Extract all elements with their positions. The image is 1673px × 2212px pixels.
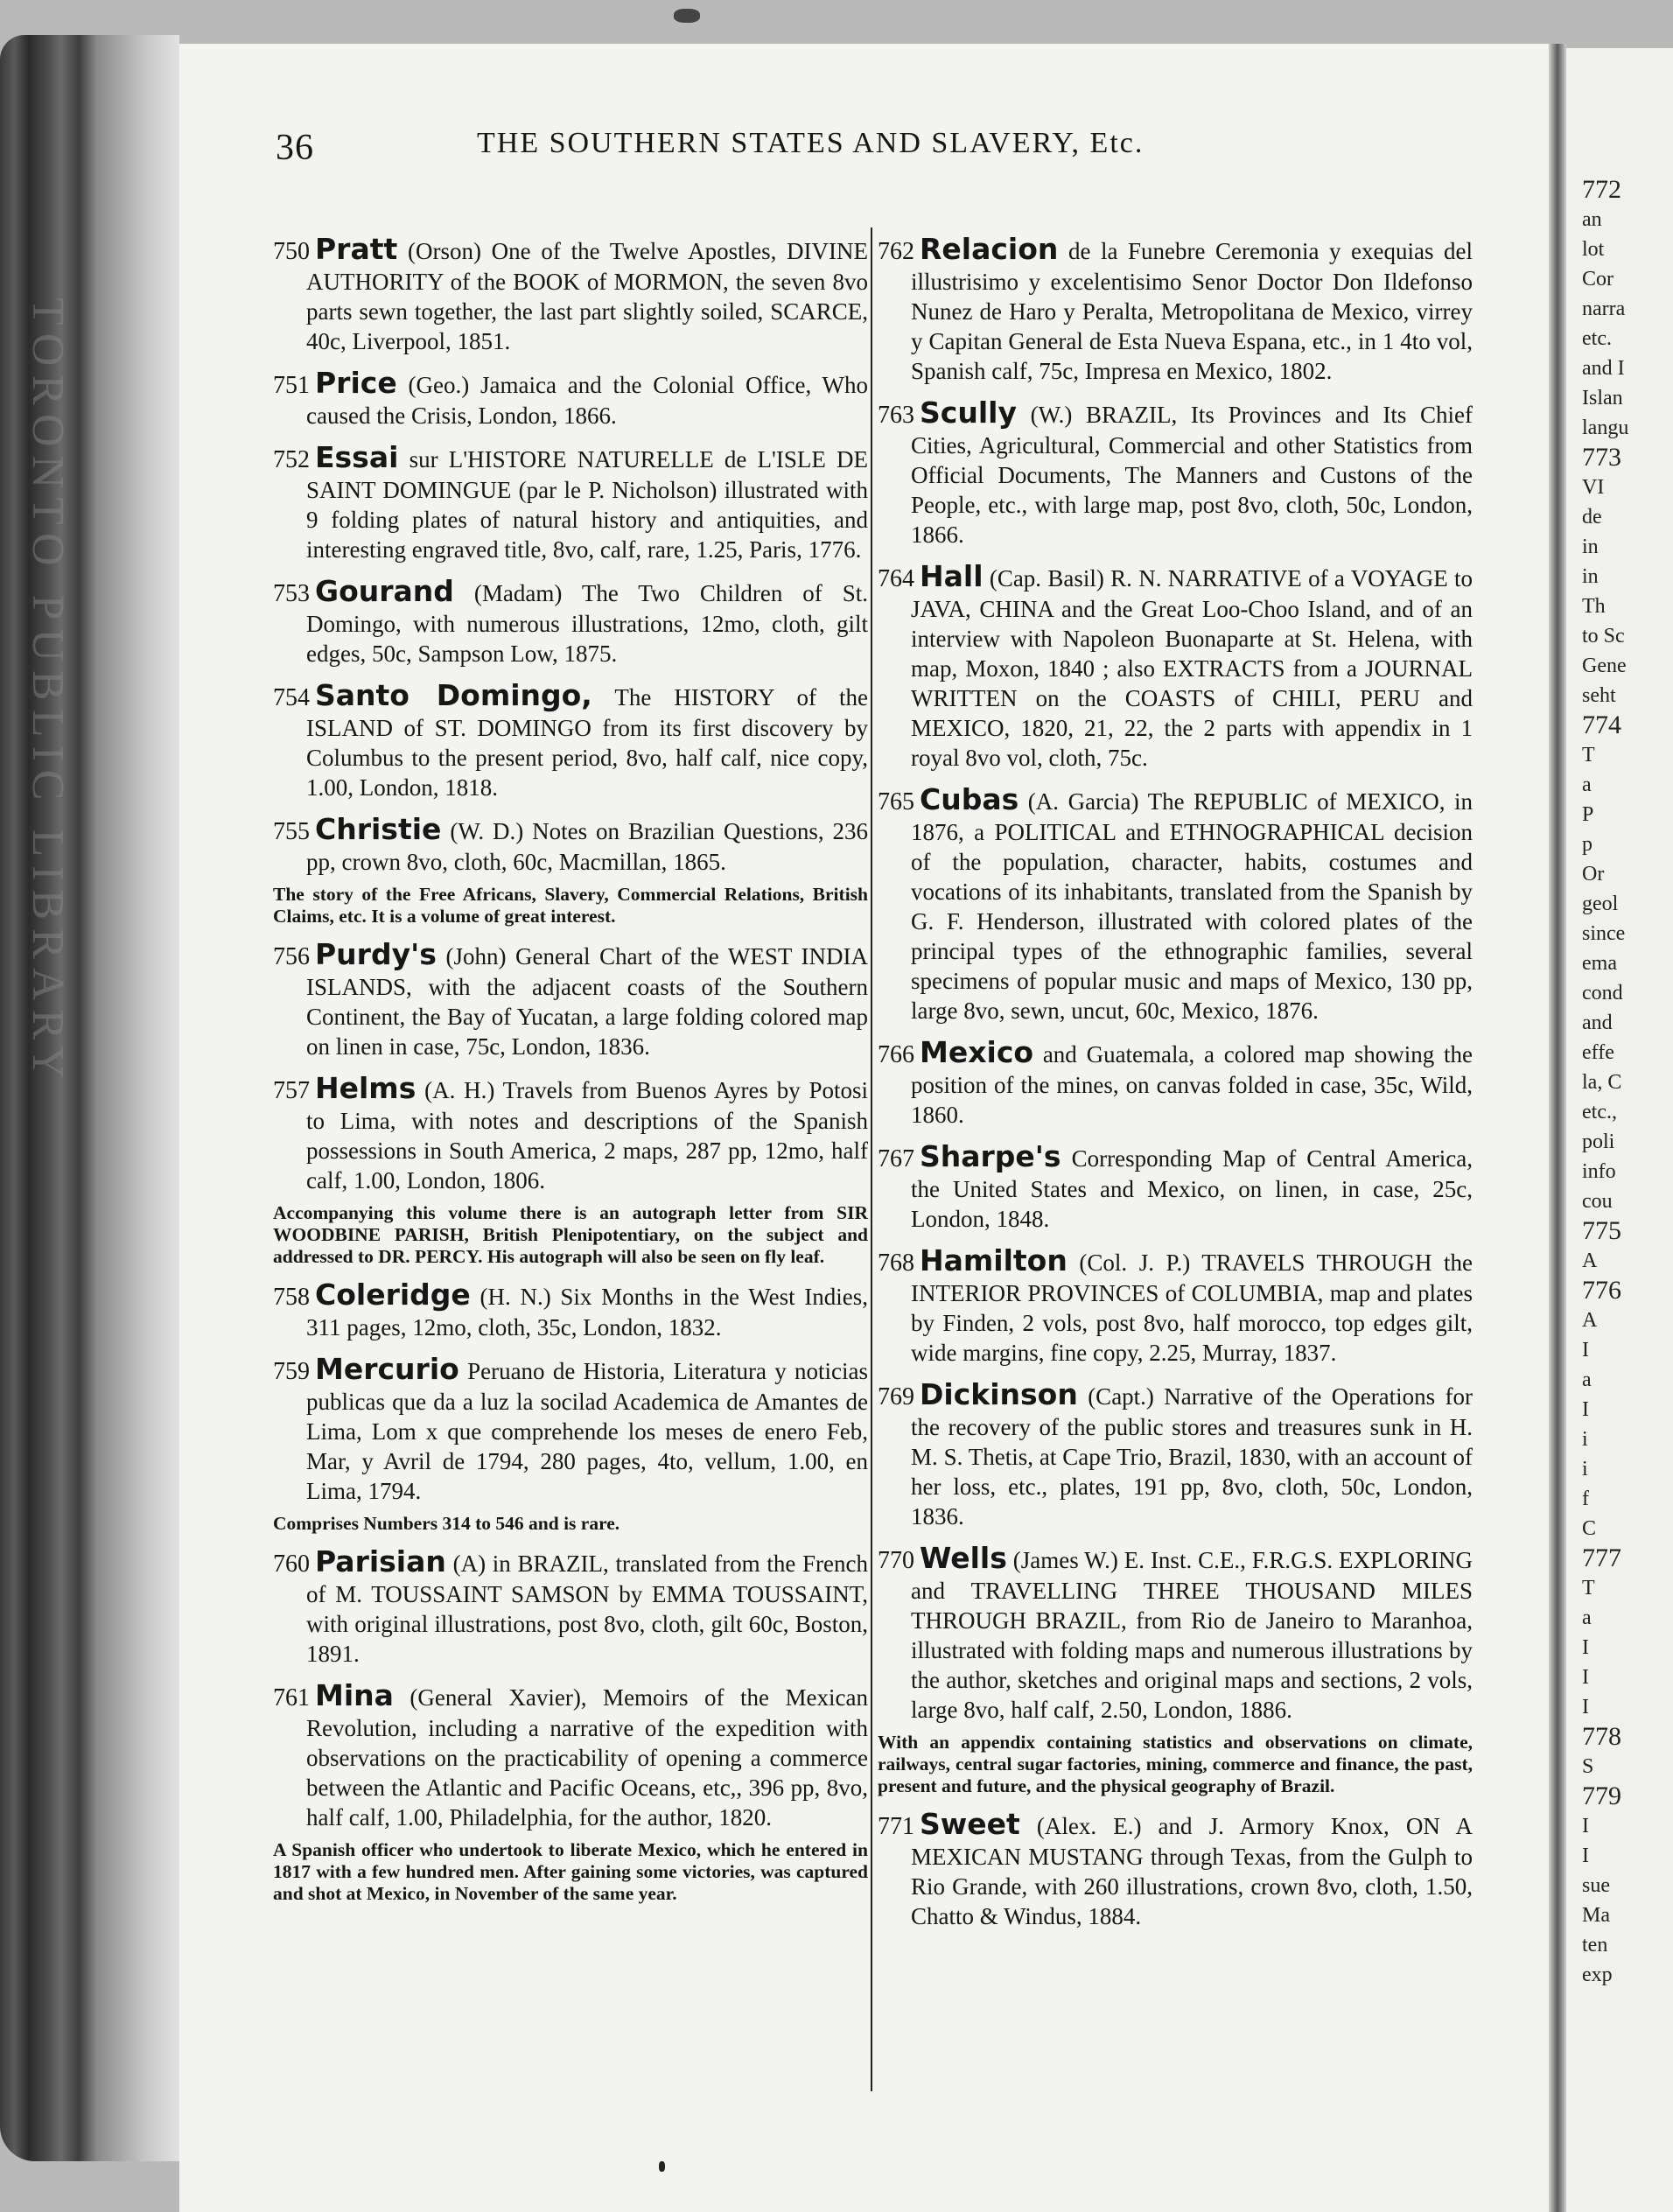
adjacent-page-fragment: 772 [1582,175,1621,204]
entry-description: (Alex. E.) and J. Armory Knox, ON A MEXICAN MUSTANG through Texas, from the Gulph to Rio Grande, with 260 illustrations, crown 8vo, cloth, 1.50, Chatto & Windus, 1884. [911,1813,1473,1929]
adjacent-page-fragment: ten [1582,1934,1608,1956]
adjacent-page-fragment: 775 [1582,1216,1621,1245]
catalogue-entry [878,1035,1473,1130]
adjacent-page-fragment: geol [1582,892,1619,915]
entry-description: (Capt.) Narrative of the Operations for the recovery of the public stores and treasures sunk in H. M. S. Thetis, at Cape Trio, Brazil, 1830, with an account of her loss, etc., plates, 191 pp, 8vo, cloth, 50c, London, 1836. [911,1383,1474,1530]
catalogue-entry [273,678,868,802]
entry-note: Accompanying this volume there is an autograph letter from SIR WOODBINE PARISH, British Plenipotentiary, on the subject and addressed to DR. PERCY. His autograph will also be seen on fly leaf. [273,1202,868,1267]
catalogue-entry [878,559,1473,773]
entry-number: 762 [878,238,914,265]
entry-heading: Santo Domingo, [315,678,592,712]
entry-description: (W.) BRAZIL, Its Provinces and Its Chief Cities, Agricultural, Commercial and other Statistics from Official Documents, The Manners and Custons of the People, etc., with large map, post 8vo, cloth, 50c, London, 1866. [911,402,1473,548]
adjacent-page-fragment: info [1582,1160,1616,1183]
adjacent-page-fragment: I [1582,1339,1589,1362]
library-stamp: TORONTO PUBLIC LIBRARY [23,298,73,1088]
catalogue-entry [878,1243,1474,1368]
entry-description: (A) in BRAZIL, translated from the French of M. TOUSSAINT SAMSON by EMMA TOUSSAINT, with original illustrations, post 8vo, cloth, gilt 60c, Boston, 1891. [306,1550,869,1667]
adjacent-page-fragment: T [1582,744,1595,766]
entry-number: 767 [878,1145,914,1172]
entry-number: 765 [878,788,914,816]
adjacent-page-fragment: C [1582,1517,1597,1540]
adjacent-page-fragment: a [1582,774,1592,796]
adjacent-page-fragment: de [1582,506,1602,528]
entry-description: (Geo.) Jamaica and the Colonial Office, Who caused the Crisis, London, 1866. [306,372,868,429]
adjacent-page-fragment: cou [1582,1190,1613,1213]
adjacent-page-fragment: Ma [1582,1904,1610,1927]
entry-number: 769 [878,1383,914,1410]
entry-number: 752 [273,446,310,473]
adjacent-page-fragment: seht [1582,684,1616,707]
entry-description: (Madam) The Two Children of St. Domingo, with numerous illustrations, 12mo, cloth, gilt edges, 50c, Sampson Low, 1875. [306,580,869,667]
right-column [878,234,1473,1943]
entry-heading: Christie [315,812,442,846]
catalogue-entry [878,1377,1474,1531]
entry-heading: Wells [920,1541,1007,1575]
adjacent-page-fragment: f [1582,1488,1589,1510]
adjacent-page-fragment: since [1582,922,1626,945]
entry-number: 756 [273,943,310,970]
entry-description: (Cap. Basil) R. N. NARRATIVE of a VOYAGE to JAVA, CHINA and the Great Loo-Choo Island, and of an interview with Napoleon Buonaparte at St. Helena, with map, Moxon, 1840 ; also EXTRACTS from a JOURNAL WRITTEN on the COASTS of CHILI, PERU and MEXICO, 1820, 21, 22, the 2 parts with appendix in 1 royal 8vo vol, cloth, 75c. [911,565,1473,771]
entry-description: (Orson) One of the Twelve Apostles, DIVINE AUTHORITY of the BOOK of MORMON, the seven 8vo parts sewn together, the last part slightly soiled, SCARCE, 40c, Liverpool, 1851. [306,238,869,354]
entry-number: 753 [273,580,310,607]
catalogue-entry [878,234,1473,386]
entry-description: and Guatemala, a colored map showing the position of the mines, on canvas folded in case, 35c, Wild, 1860. [911,1041,1473,1128]
adjacent-page-fragment: 774 [1582,710,1621,739]
catalogue-entry [273,1354,868,1506]
adjacent-page-fragment: I [1582,1636,1589,1659]
adjacent-page-fragment: 776 [1582,1276,1621,1305]
adjacent-page-fragment: I [1582,1398,1589,1421]
catalogue-entry [273,368,868,430]
entry-number: 761 [273,1684,310,1712]
entry-heading: Essai [315,440,399,474]
adjacent-page-fragment: etc., [1582,1101,1617,1124]
adjacent-page-fragment: effe [1582,1041,1614,1064]
catalogue-entry [273,1544,869,1669]
adjacent-page-fragment: and I [1582,357,1625,380]
entry-number: 770 [878,1547,914,1574]
adjacent-page-fragment: I [1582,1815,1589,1838]
catalogue-entry [273,234,868,356]
entry-description: (John) General Chart of the WEST INDIA ISLANDS, with the adjacent coasts of the Southern Continent, the Bay of Yucatan, a large folding colored map on linen in case, 75c, London, 1836. [306,943,868,1060]
catalogue-entry [878,1139,1473,1234]
adjacent-page-fragment: to Sc [1582,625,1625,648]
adjacent-page-fragment: poli [1582,1130,1615,1153]
adjacent-page-fragment: in [1582,536,1599,558]
catalogue-entry [273,1678,868,1832]
entry-description: Peruano de Historia, Literatura y noticias publicas que da a luz la socilad Academica de Amantes de Lima, Lom x que comprehende los meses de enero Feb, Mar, y Avril de 1794, 280 pages, 4to, vellum, 1.00, en Lima, 1794. [306,1358,868,1504]
entry-heading: Mercurio [315,1352,459,1386]
entry-description: (James W.) E. Inst. C.E., F.R.G.S. EXPLORING and TRAVELLING THREE THOUSAND MILES THROUGH BRAZIL, from Rio de Janeiro to Maranhoa, illustrated with folding maps and numerous illustrations by the author, sketches and original maps and sections, 2 vols, large 8vo, half calf, 2.50, London, 1886. [911,1547,1474,1723]
adjacent-page-fragment: a [1582,1606,1592,1629]
entry-description: (A. Garcia) The REPUBLIC of MEXICO, in 1876, a POLITICAL and ETHNOGRAPHICAL decision of the population, character, habits, costumes and vocations of its inhabitants, translated from the Spanish by G. F. Henderson, illustrated with colored plates of the principal types of the ethnographic families, several specimens of popular music and maps of Mexico, 130 pp, large 8vo, sewn, uncut, 60c, Mexico, 1876. [911,788,1473,1024]
entry-heading: Mexico [920,1035,1034,1069]
entry-description: (Col. J. P.) TRAVELS THROUGH the INTERIOR PROVINCES of COLUMBIA, map and plates by Finden, 2 vols, post 8vo, half morocco, top edges gilt, wide margins, fine copy, 2.25, Murray, 1837. [911,1250,1474,1366]
entry-heading: Dickinson [920,1377,1078,1411]
entry-heading: Price [315,366,397,400]
entry-description: (H. N.) Six Months in the West Indies, 311 pages, 12mo, cloth, 35c, London, 1832. [306,1284,869,1340]
adjacent-page-fragment: A [1582,1309,1598,1332]
entry-number: 766 [878,1041,914,1068]
entry-heading: Helms [315,1071,416,1105]
adjacent-page-fragment: langu [1582,416,1629,439]
entry-description: Corresponding Map of Central America, the United States and Mexico, on linen, in case, 25c, London, 1848. [911,1145,1473,1232]
scan-mark [674,9,700,23]
adjacent-page-fragment: I [1582,1666,1589,1689]
entry-number: 771 [878,1813,914,1840]
adjacent-page-fragment: lot [1582,238,1605,261]
entry-heading: Cubas [920,782,1019,816]
catalogue-entry [273,1280,868,1342]
entry-heading: Hall [920,559,984,593]
adjacent-page-fragment: and [1582,1012,1613,1034]
entry-heading: Scully [920,396,1017,430]
adjacent-page-fragment: I [1582,1844,1589,1867]
left-column [273,234,868,1917]
adjacent-page-fragment: S [1582,1755,1594,1778]
book-gutter [1549,44,1566,2212]
adjacent-page-fragment: narra [1582,298,1626,320]
adjacent-page-fragment: i [1582,1458,1588,1480]
adjacent-page-fragment: cond [1582,982,1623,1004]
running-head: THE SOUTHERN STATES AND SLAVERY, Etc. [477,127,1144,159]
adjacent-page-fragment: P [1582,803,1594,826]
entry-heading: Pratt [315,232,398,266]
catalogue-entry [878,1541,1474,1725]
adjacent-page-fragment: a [1582,1368,1592,1391]
adjacent-page-text [1582,175,1673,1990]
entry-number: 750 [273,238,310,265]
catalogue-entry [273,440,869,564]
adjacent-page-fragment: 779 [1582,1782,1621,1810]
adjacent-page-fragment: la, C [1582,1071,1622,1094]
entry-number: 760 [273,1550,310,1578]
entry-number: 757 [273,1077,310,1104]
adjacent-page-fragment: Cor [1582,268,1614,290]
entry-heading: Sharpe's [920,1139,1061,1173]
entry-number: 755 [273,818,310,845]
entry-heading: Coleridge [315,1278,471,1312]
adjacent-page-fragment: etc. [1582,327,1612,350]
book-page-edges [0,35,179,2161]
entry-description: The HISTORY of the ISLAND of ST. DOMINGO from its first discovery by Columbus to the present period, 8vo, half calf, nice copy, 1.00, London, 1818. [306,684,868,801]
entry-heading: Sweet [920,1807,1020,1841]
entry-heading: Relacion [920,232,1059,266]
catalogue-entry [878,1807,1473,1931]
entry-note: Comprises Numbers 314 to 546 and is rare. [273,1513,620,1534]
entry-note: With an appendix containing statistics and observations on climate, railways, central sugar factories, mining, commerce and finance, the past, present and future, and the physical geography of Brazil. [878,1732,1473,1796]
adjacent-page-fragment: in [1582,565,1599,588]
entry-note: The story of the Free Africans, Slavery, Commercial Relations, British Claims, etc. It is a volume of great interest. [273,884,868,927]
adjacent-page-fragment: p [1582,833,1592,856]
entry-number: 751 [273,372,310,399]
entry-number: 764 [878,565,914,592]
entry-number: 754 [273,684,310,711]
entry-number: 758 [273,1284,310,1311]
adjacent-page-fragment: 773 [1582,443,1621,472]
catalogue-entry [273,812,869,877]
adjacent-page-fragment: Or [1582,863,1605,886]
column-divider [871,228,872,2091]
adjacent-page-fragment: VI [1582,476,1605,499]
adjacent-page-fragment: 777 [1582,1544,1621,1572]
entry-note: A Spanish officer who undertook to liberate Mexico, which he entered in 1817 with a few hundred men. After gaining some victories, was captured and shot at Mexico, in November of the same year. [273,1839,868,1904]
catalogue-entry [878,782,1473,1026]
entry-description: (W. D.) Notes on Brazilian Questions, 236 pp, crown 8vo, cloth, 60c, Macmillan, 1865. [306,818,869,875]
adjacent-page-fragment: exp [1582,1964,1613,1986]
adjacent-page-fragment: A [1582,1250,1598,1272]
adjacent-page-fragment: Islan [1582,387,1623,410]
catalogue-entry [273,937,868,1061]
adjacent-page-fragment: Gene [1582,654,1627,677]
entry-number: 768 [878,1250,914,1277]
entry-description: de la Funebre Ceremonia y exequias del illustrisimo y excelentisimo Senor Doctor Don Ildefonso Nunez de Haro y Peralta, Metropolitana de Mexico, virrey y Capitan General de Esta Nueva Espana, etc., in 1 4to vol, Spanish calf, 75c, Impresa en Mexico, 1802. [911,238,1473,384]
adjacent-page-fragment: 778 [1582,1722,1621,1751]
adjacent-page-fragment: i [1582,1428,1588,1451]
catalogue-entry [273,1071,868,1195]
entry-heading: Hamilton [920,1243,1068,1278]
entry-heading: Purdy's [315,937,437,971]
page-number: 36 [276,128,314,168]
entry-heading: Mina [315,1678,394,1712]
adjacent-page-fragment: Th [1582,595,1606,618]
adjacent-page-fragment: T [1582,1577,1595,1600]
entry-number: 763 [878,402,914,429]
entry-heading: Gourand [315,574,454,608]
entry-description: sur L'HISTORE NATURELLE de L'ISLE DE SAINT DOMINGUE (par le P. Nicholson) illustrated with 9 folding plates of natural history and antiquities, and interesting engraved title, 8vo, calf, rare, 1.25, Paris, 1776. [306,446,869,563]
entry-description: (General Xavier), Memoirs of the Mexican Revolution, including a narrative of the expedition with observations on the practicability of opening a commerce between the Atlantic and Pacific Oceans, etc,, 396 pp, 8vo, half calf, 1.00, Philadelphia, for the author, 1820. [306,1684,868,1830]
adjacent-page-fragment: I [1582,1696,1589,1718]
entry-heading: Parisian [315,1544,446,1578]
adjacent-page-fragment: sue [1582,1874,1610,1897]
catalogue-entry [878,398,1473,550]
catalogue-entry [273,574,869,668]
adjacent-page-fragment: ema [1582,952,1617,975]
adjacent-page-fragment: an [1582,208,1602,231]
entry-description: (A. H.) Travels from Buenos Ayres by Potosi to Lima, with notes and descriptions of the Spanish possessions in South America, 2 maps, 287 pp, 12mo, half calf, 1.00, London, 1806. [306,1077,868,1194]
entry-number: 759 [273,1358,310,1385]
catalogue-page [179,44,1549,2212]
ink-spot [659,2161,665,2172]
